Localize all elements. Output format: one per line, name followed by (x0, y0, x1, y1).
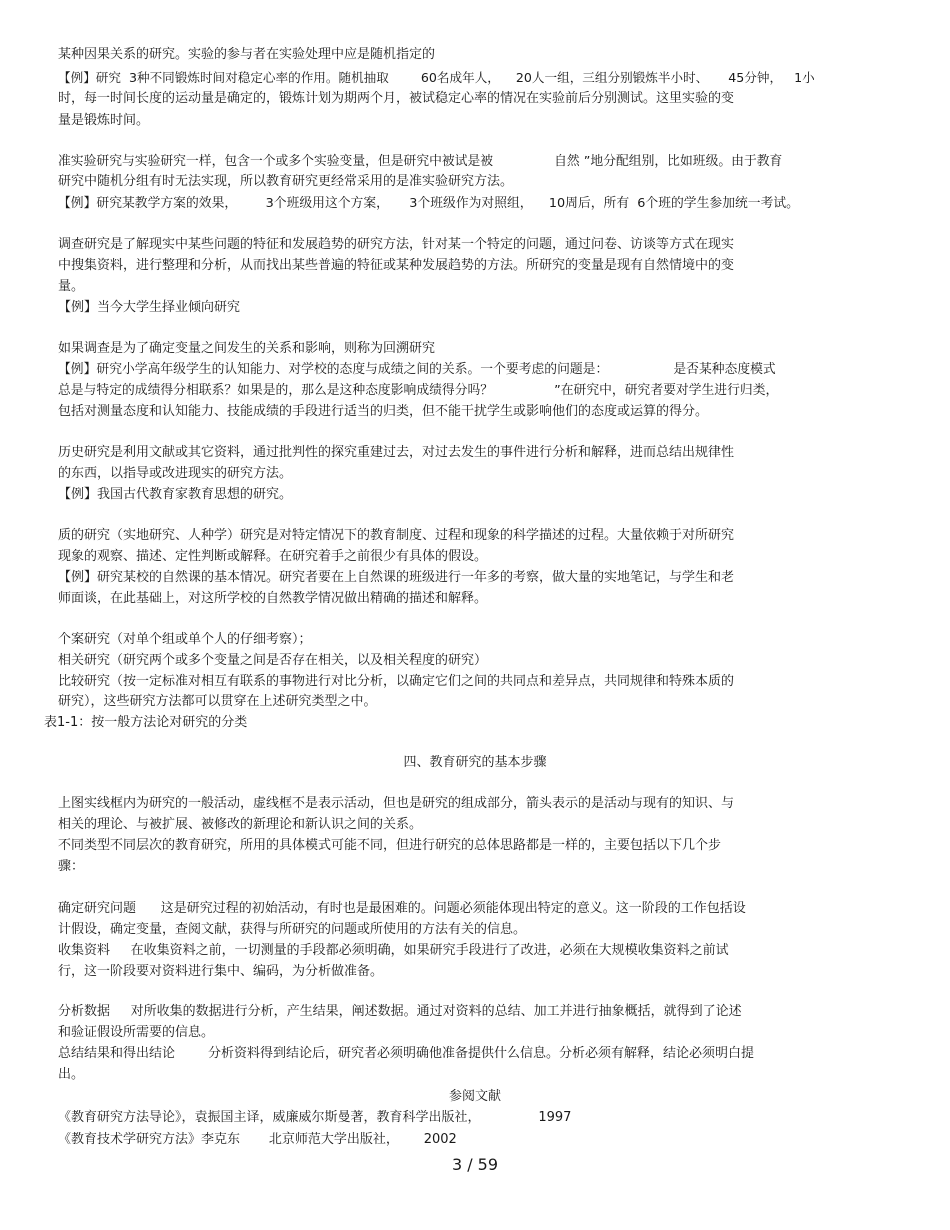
text-line: 不同类型不同层次的教育研究，所用的具体模式可能不同，但进行研究的总体思路都是一样的，主要包括以下几个步 (58, 838, 722, 853)
text-line: 和验证假设所需要的信息。 (58, 1025, 215, 1040)
page-number: 3 / 59 (451, 1155, 499, 1174)
text-line: 【例】我国古代教育家教育思想的研究。 (58, 487, 293, 502)
text-line: 【例】研究某教学方案的效果， 3个班级用这个方案， 3个班级作为对照组， 10周后，所有 6个班的学生参加统一考试。 (58, 196, 799, 211)
text-line: 上图实线框内为研究的一般活动，虚线框不是表示活动，但也是研究的组成部分，箭头表示的是活动与现有的知识、与 (58, 796, 735, 811)
text-line: 如果调查是为了确定变量之间发生的关系和影响，则称为回溯研究 (58, 341, 436, 356)
text-line: 量是锻炼时间。 (58, 113, 150, 128)
text-line: 【例】当今大学生择业倾向研究 (58, 300, 241, 315)
reference-item: 《教育技术学研究方法》李克东 北京师范大学出版社， 2002 (58, 1132, 457, 1147)
text-line: 现象的观察、描述、定性判断或解释。在研究着手之前很少有具体的假设。 (58, 549, 488, 564)
text-line: 出。 (58, 1067, 85, 1082)
text-line: 质的研究（实地研究、人种学）研究是对特定情况下的教育制度、过程和现象的科学描述的过程。大量依赖于对所研究 (58, 528, 735, 543)
text-line: 研究中随机分组有时无法实现，所以教育研究更经常采用的是准实验研究方法。 (58, 174, 514, 189)
text-line: 的东西，以指导或改进现实的研究方法。 (58, 466, 293, 481)
text-line: 总是与特定的成绩得分相联系？如果是的，那么是这种态度影响成绩得分吗？ ”在研究中，研究者要对学生进行归类， (58, 383, 779, 398)
text-line: 计假设，确定变量，查阅文献，获得与所研究的问题或所使用的方法有关的信息。 (58, 922, 527, 937)
text-line: 量。 (58, 279, 85, 294)
text-line: 骤： (58, 859, 85, 874)
text-line: 某种因果关系的研究。实验的参与者在实验处理中应是随机指定的 (58, 47, 436, 62)
text-line: 准实验研究与实验研究一样，包含一个或多个实验变量，但是研究中被试是被 自然 ”地分配组别，比如班级。由于教育 (58, 154, 783, 169)
reference-item: 《教育研究方法导论》，袁振国主译，威廉威尔斯曼著，教育科学出版社， 1997 (58, 1110, 572, 1125)
text-line: 【例】研究小学高年级学生的认知能力、对学校的态度与成绩之间的关系。一个要考虑的问题是： 是否某种态度模式 (58, 362, 776, 377)
text-line: 确定研究问题 这是研究过程的初始活动，有时也是最困难的。问题必须能体现出特定的意义。这一阶段的工作包括设 (58, 901, 746, 916)
text-line: 行，这一阶段要对资料进行集中、编码，为分析做准备。 (58, 964, 384, 979)
text-line: 历史研究是利用文献或其它资料，通过批判性的探究重建过去，对过去发生的事件进行分析和解释，进而总结出规律性 (58, 445, 735, 460)
text-line: 相关研究（研究两个或多个变量之间是否存在相关，以及相关程度的研究） (58, 653, 488, 668)
text-line: 研究），这些研究方法都可以贯穿在上述研究类型之中。 (58, 694, 377, 709)
text-line: 【例】研究某校的自然课的基本情况。研究者要在上自然课的班级进行一年多的考察，做大量的实地笔记，与学生和老 (58, 570, 735, 585)
text-line: 调查研究是了解现实中某些问题的特征和发展趋势的研究方法，针对某一个特定的问题，通过问卷、访谈等方式在现实 (58, 237, 735, 252)
table-caption: 表1-1：按一般方法论对研究的分类 (44, 715, 248, 730)
text-line: 总结结果和得出结论 分析资料得到结论后，研究者必须明确他准备提供什么信息。分析必须有解释，结论必须明白提 (58, 1046, 755, 1061)
text-line: 分析数据 对所收集的数据进行分析，产生结果，阐述数据。通过对资料的总结、加工并进行抽象概括，就得到了论述 (58, 1004, 742, 1019)
section-heading: 四、教育研究的基本步骤 (403, 755, 547, 770)
text-line: 收集资料 在收集资料之前，一切测量的手段都必须明确，如果研究手段进行了改进，必须在大规模收集资料之前试 (58, 943, 729, 958)
text-line: 包括对测量态度和认知能力、技能成绩的手段进行适当的归类，但不能干扰学生或影响他们的态度或运算的得分。 (58, 404, 709, 419)
text-line: 个案研究（对单个组或单个人的仔细考察）； (58, 632, 312, 647)
text-line: 【例】研究 3种不同锻炼时间对稳定心率的作用。随机抽取 60名成年人， 20人一组，三组分别锻炼半小时、 45分钟， 1小 (58, 70, 815, 85)
text-line: 相关的理论、与被扩展、被修改的新理论和新认识之间的关系。 (58, 817, 423, 832)
text-line: 比较研究（按一定标准对相互有联系的事物进行对比分析，以确定它们之间的共同点和差异点，共同规律和特殊本质的 (58, 674, 735, 689)
text-line: 中搜集资料，进行整理和分析，从而找出某些普遍的特征或某种发展趋势的方法。所研究的变量是现有自然情境中的变 (58, 258, 735, 273)
text-line: 时，每一时间长度的运动量是确定的，锻炼计划为期两个月，被试稳定心率的情况在实验前后分别测试。这里实验的变 (58, 91, 735, 106)
references-heading: 参阅文献 (448, 1089, 501, 1104)
text-line: 师面谈，在此基础上，对这所学校的自然教学情况做出精确的描述和解释。 (58, 591, 488, 606)
